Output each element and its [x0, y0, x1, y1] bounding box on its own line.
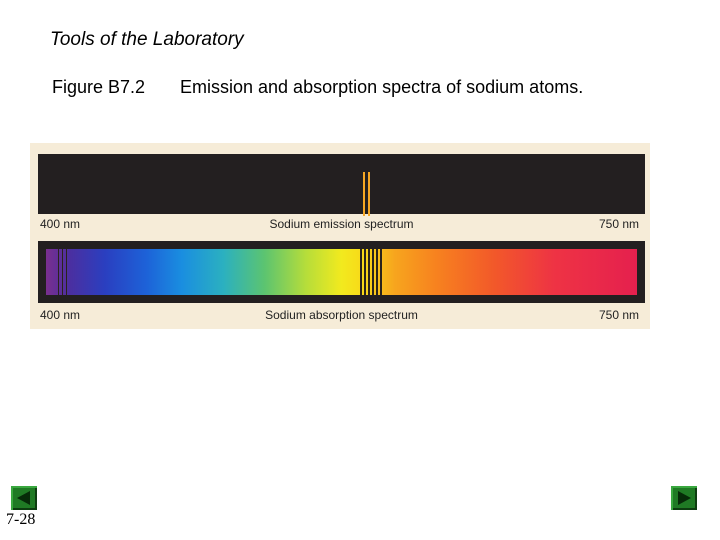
emission-max-wavelength: 750 nm [598, 217, 639, 231]
absorption-max-wavelength: 750 nm [598, 308, 639, 322]
absorption-line [62, 249, 63, 295]
absorption-line [66, 249, 67, 295]
emission-spectrum [38, 154, 645, 214]
absorption-line [360, 249, 362, 295]
absorption-spectrum [38, 241, 645, 303]
emission-line-d2 [368, 172, 370, 216]
absorption-line [376, 249, 378, 295]
next-slide-button[interactable] [671, 486, 697, 510]
slide-number: 7-28 [6, 511, 36, 528]
absorption-gradient [46, 249, 637, 295]
emission-labels [38, 217, 645, 233]
absorption-line [372, 249, 374, 295]
figure-caption-text: Emission and absorption spectra of sodium atoms. [180, 77, 584, 97]
emission-line-d1 [363, 172, 365, 216]
emission-min-wavelength: 400 nm [40, 217, 81, 231]
spectra-figure [30, 143, 650, 329]
absorption-line [380, 249, 382, 295]
absorption-line [364, 249, 366, 295]
figure-caption [52, 77, 583, 98]
previous-slide-button[interactable] [11, 486, 37, 510]
absorption-line [368, 249, 370, 295]
next-arrow-icon [678, 491, 691, 505]
slide-title: Tools of the Laboratory [50, 29, 244, 50]
previous-arrow-icon [17, 491, 30, 505]
absorption-line [58, 249, 59, 295]
emission-spectrum-label: Sodium emission spectrum [269, 217, 414, 231]
absorption-min-wavelength: 400 nm [40, 308, 81, 322]
figure-label: Figure B7.2 [52, 77, 146, 97]
absorption-labels [38, 308, 645, 324]
absorption-spectrum-label: Sodium absorption spectrum [265, 308, 418, 322]
